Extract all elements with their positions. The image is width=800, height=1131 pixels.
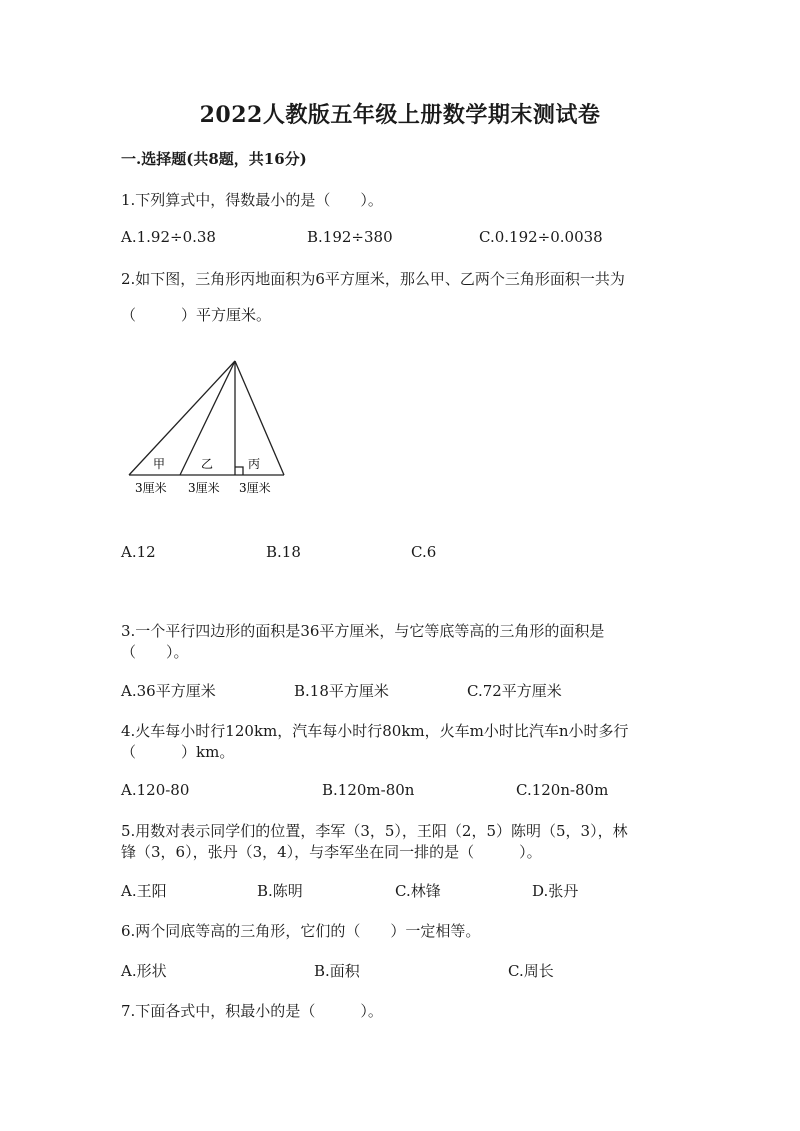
question-6-option-a: A.形状: [121, 962, 167, 980]
question-6-option-c: C.周长: [508, 962, 554, 980]
question-1-option-c: C.0.192÷0.0038: [479, 228, 603, 246]
page-title: 2022人教版五年级上册数学期末测试卷: [199, 102, 601, 128]
question-6-stem: 6.两个同底等高的三角形，它们的（ ）一定相等。: [121, 922, 481, 940]
base-label-1: 3厘米: [135, 481, 167, 495]
label-bing: 丙: [248, 457, 261, 471]
question-3-option-a: A.36平方厘米: [121, 682, 216, 700]
question-3-option-b: B.18平方厘米: [294, 682, 389, 700]
question-1-option-b: B.192÷380: [307, 228, 393, 246]
question-4-option-b: B.120m-80n: [322, 781, 415, 799]
question-2-option-a: A.12: [121, 543, 156, 561]
question-5-stem-line-1: 5.用数对表示同学们的位置，李军（3，5），王阳（2，5）陈明（5，3），林: [121, 822, 628, 840]
question-4-option-c: C.120n-80m: [516, 781, 609, 799]
question-1-option-a: A.1.92÷0.38: [121, 228, 216, 246]
question-2-option-b: B.18: [266, 543, 301, 561]
figure-left-edge: [129, 361, 235, 475]
triangle-figure: [121, 355, 301, 504]
question-6-option-b: B.面积: [314, 962, 360, 980]
label-jia: 甲: [153, 457, 166, 471]
question-3-stem-line-1: 3.一个平行四边形的面积是36平方厘米，与它等底等高的三角形的面积是: [121, 622, 605, 640]
section-heading: 一.选择题(共8题，共16分): [121, 150, 307, 168]
question-7-stem: 7.下面各式中，积最小的是（ ）。: [121, 1002, 383, 1020]
label-yi: 乙: [201, 457, 214, 471]
base-label-2: 3厘米: [188, 481, 220, 495]
base-label-3: 3厘米: [239, 481, 271, 495]
question-5-stem-line-2: 锋（3，6），张丹（3，4），与李军坐在同一排的是（ ）。: [121, 843, 542, 861]
right-angle-mark: [235, 467, 243, 475]
question-2-stem-line-1: 2.如下图，三角形丙地面积为6平方厘米，那么甲、乙两个三角形面积一共为: [121, 270, 625, 288]
question-1-stem: 1.下列算式中，得数最小的是（ ）。: [121, 191, 383, 209]
question-4-stem-line-2: （ ）km。: [121, 743, 235, 761]
question-5-option-b: B.陈明: [257, 882, 303, 900]
question-2-option-c: C.6: [411, 543, 437, 561]
question-4-option-a: A.120-80: [121, 781, 190, 799]
question-5-option-d: D.张丹: [532, 882, 579, 900]
question-3-option-c: C.72平方厘米: [467, 682, 562, 700]
question-3-stem-line-2: （ ）。: [121, 643, 189, 661]
question-4-stem-line-1: 4.火车每小时行120km，汽车每小时行80km，火车m小时比汽车n小时多行: [121, 722, 629, 740]
question-5-option-c: C.林锋: [395, 882, 441, 900]
question-2-stem-line-2: （ ）平方厘米。: [121, 306, 272, 324]
question-5-option-a: A.王阳: [121, 882, 167, 900]
triangle-diagram: [121, 355, 301, 500]
